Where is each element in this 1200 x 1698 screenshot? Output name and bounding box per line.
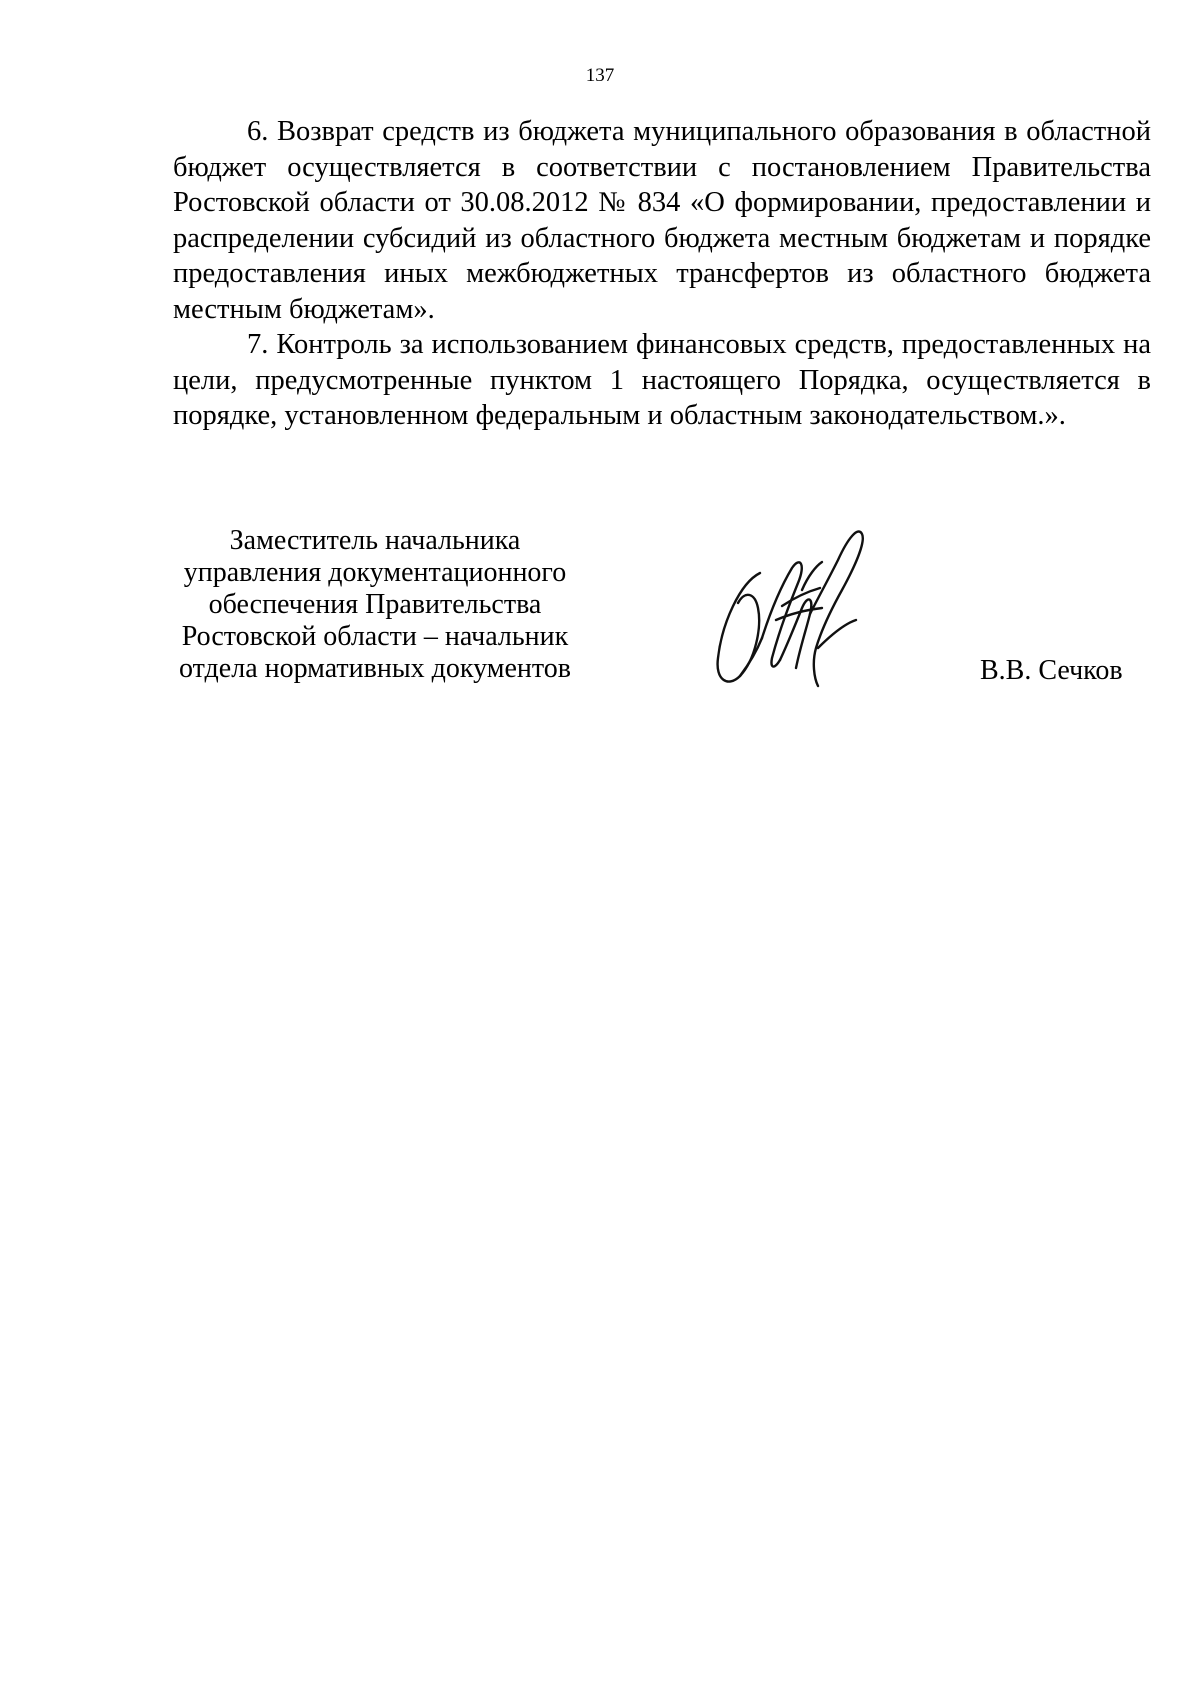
signatory-position	[165, 525, 585, 685]
signatory-position-line: управления документационного	[183, 557, 567, 588]
paragraph-7: 7. Контроль за использованием финансовых средств, предоставленных на цели, предусмотренные пунктом 1 настоящего Порядка, осуществляется в порядке, установленном федеральным и областным законодательством.».	[173, 329, 1151, 431]
handwritten-signature-icon	[710, 528, 885, 693]
signatory-position-line: Ростовской области – начальник	[181, 621, 569, 652]
paragraph-6: 6. Возврат средств из бюджета муниципального образования в областной бюджет осуществляется в соответствии с постановлением Правительства Ростовской области от 30.08.2012 № 834 «О формировании, предоставлении и распределении субсидий из областного бюджета местным бюджетам и порядке предоставления иных межбюджетных трансфертов из областного бюджета местным бюджетам».	[173, 116, 1151, 325]
signatory-position-line: отдела нормативных документов	[179, 653, 571, 684]
signatory-position-line: Заместитель начальника	[229, 525, 521, 556]
signatory-position-line: обеспечения Правительства	[208, 589, 542, 620]
signatory-name: В.В. Сечков	[980, 655, 1123, 686]
page-number: 137	[585, 65, 615, 86]
document-body	[173, 114, 1151, 434]
